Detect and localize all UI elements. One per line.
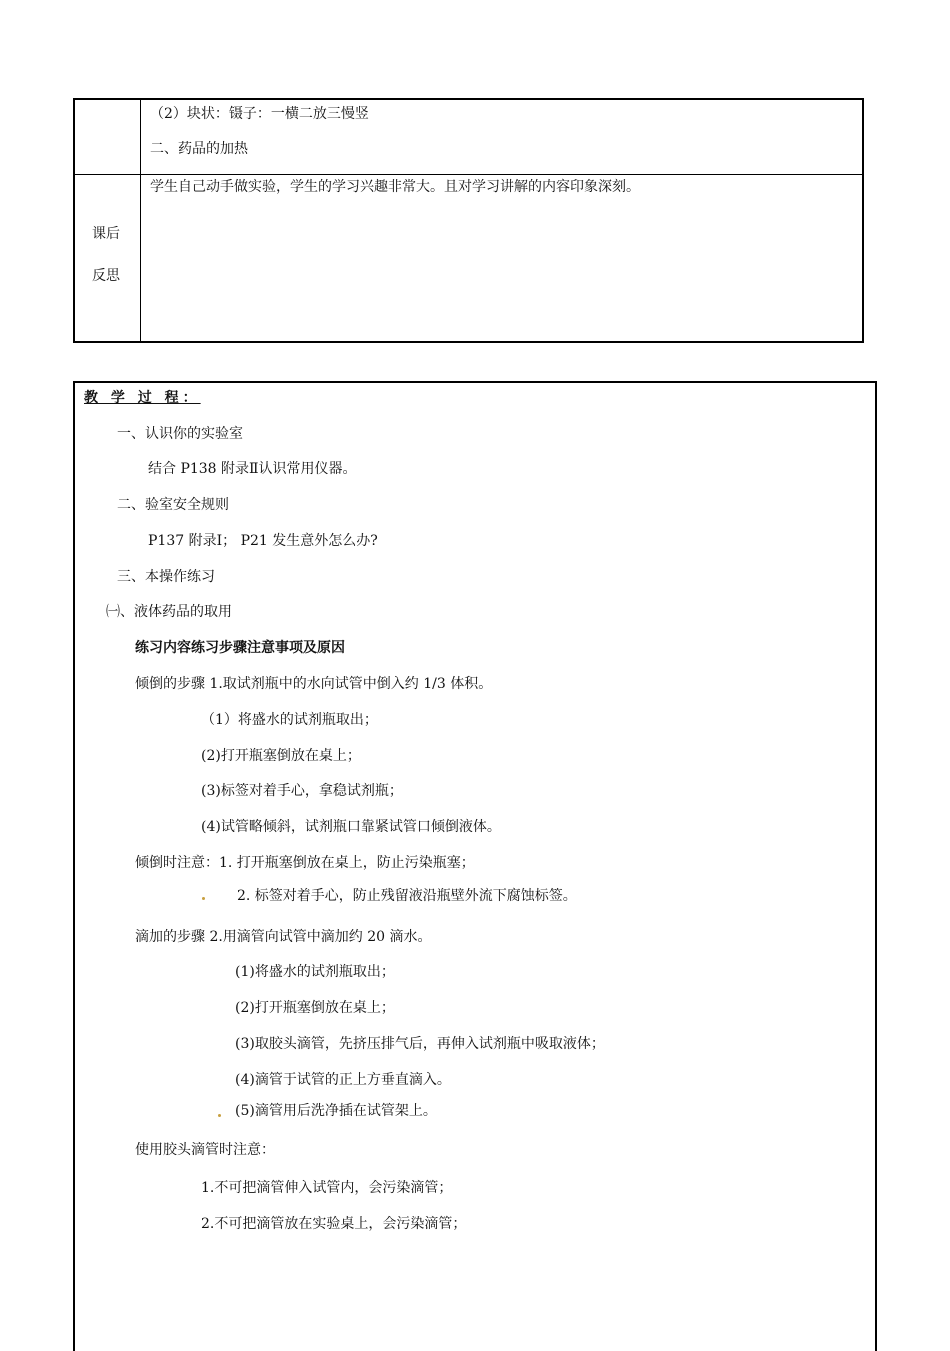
process-line: 二、验室安全规则 bbox=[117, 497, 229, 513]
process-line: (3)标签对着手心，拿稳试剂瓶； bbox=[201, 783, 403, 799]
process-line: 结合 P138 附录Ⅱ认识常用仪器。 bbox=[148, 461, 357, 477]
process-line: (2)打开瓶塞倒放在桌上； bbox=[201, 748, 361, 764]
process-subheading: 练习内容练习步骤注意事项及原因 bbox=[135, 640, 345, 656]
process-line: 一、认识你的实验室 bbox=[117, 426, 243, 442]
process-line: 2.不可把滴管放在实验桌上，会污染滴管； bbox=[201, 1216, 467, 1232]
process-line: 倾倒时注意：1. 打开瓶塞倒放在桌上，防止污染瓶塞； bbox=[135, 855, 475, 871]
process-line: (5)滴管用后洗净插在试管架上。 bbox=[235, 1103, 437, 1119]
process-line: (4)滴管于试管的正上方垂直滴入。 bbox=[235, 1072, 451, 1088]
stray-mark bbox=[202, 897, 205, 900]
reflection-text: 学生自己动手做实验，学生的学习兴趣非常大。且对学习讲解的内容印象深刻。 bbox=[150, 179, 640, 195]
row-label: 反思 bbox=[92, 268, 120, 284]
process-line: (2)打开瓶塞倒放在桌上； bbox=[235, 1000, 395, 1016]
table-column-divider bbox=[140, 100, 141, 341]
process-line: 倾倒的步骤 1.取试剂瓶中的水向试管中倒入约 1/3 体积。 bbox=[135, 676, 493, 692]
table-row-divider bbox=[75, 174, 862, 175]
process-line: 1.不可把滴管伸入试管内，会污染滴管； bbox=[201, 1180, 453, 1196]
stray-mark bbox=[218, 1114, 221, 1117]
reflection-table bbox=[73, 98, 864, 343]
section-heading: 教 学 过 程： bbox=[84, 390, 201, 406]
table-text-line: （2）块状：镊子：一横二放三慢竖 bbox=[150, 106, 369, 122]
process-line: 2. 标签对着手心，防止残留液沿瓶壁外流下腐蚀标签。 bbox=[237, 888, 577, 904]
process-line: ㈠、液体药品的取用 bbox=[106, 604, 232, 620]
process-line: （1）将盛水的试剂瓶取出； bbox=[201, 712, 378, 728]
row-label: 课后 bbox=[92, 226, 120, 242]
process-line: 三、本操作练习 bbox=[117, 569, 215, 585]
process-line: 使用胶头滴管时注意： bbox=[135, 1142, 275, 1158]
teaching-process-box bbox=[73, 381, 877, 1351]
process-line: 滴加的步骤 2.用滴管向试管中滴加约 20 滴水。 bbox=[135, 929, 432, 945]
process-line: P137 附录Ⅰ； P21 发生意外怎么办? bbox=[148, 533, 378, 549]
process-line: (1)将盛水的试剂瓶取出； bbox=[235, 964, 395, 980]
process-line: (4)试管略倾斜，试剂瓶口靠紧试管口倾倒液体。 bbox=[201, 819, 501, 835]
table-text-line: 二、药品的加热 bbox=[150, 141, 248, 157]
process-line: (3)取胶头滴管，先挤压排气后，再伸入试剂瓶中吸取液体； bbox=[235, 1036, 605, 1052]
